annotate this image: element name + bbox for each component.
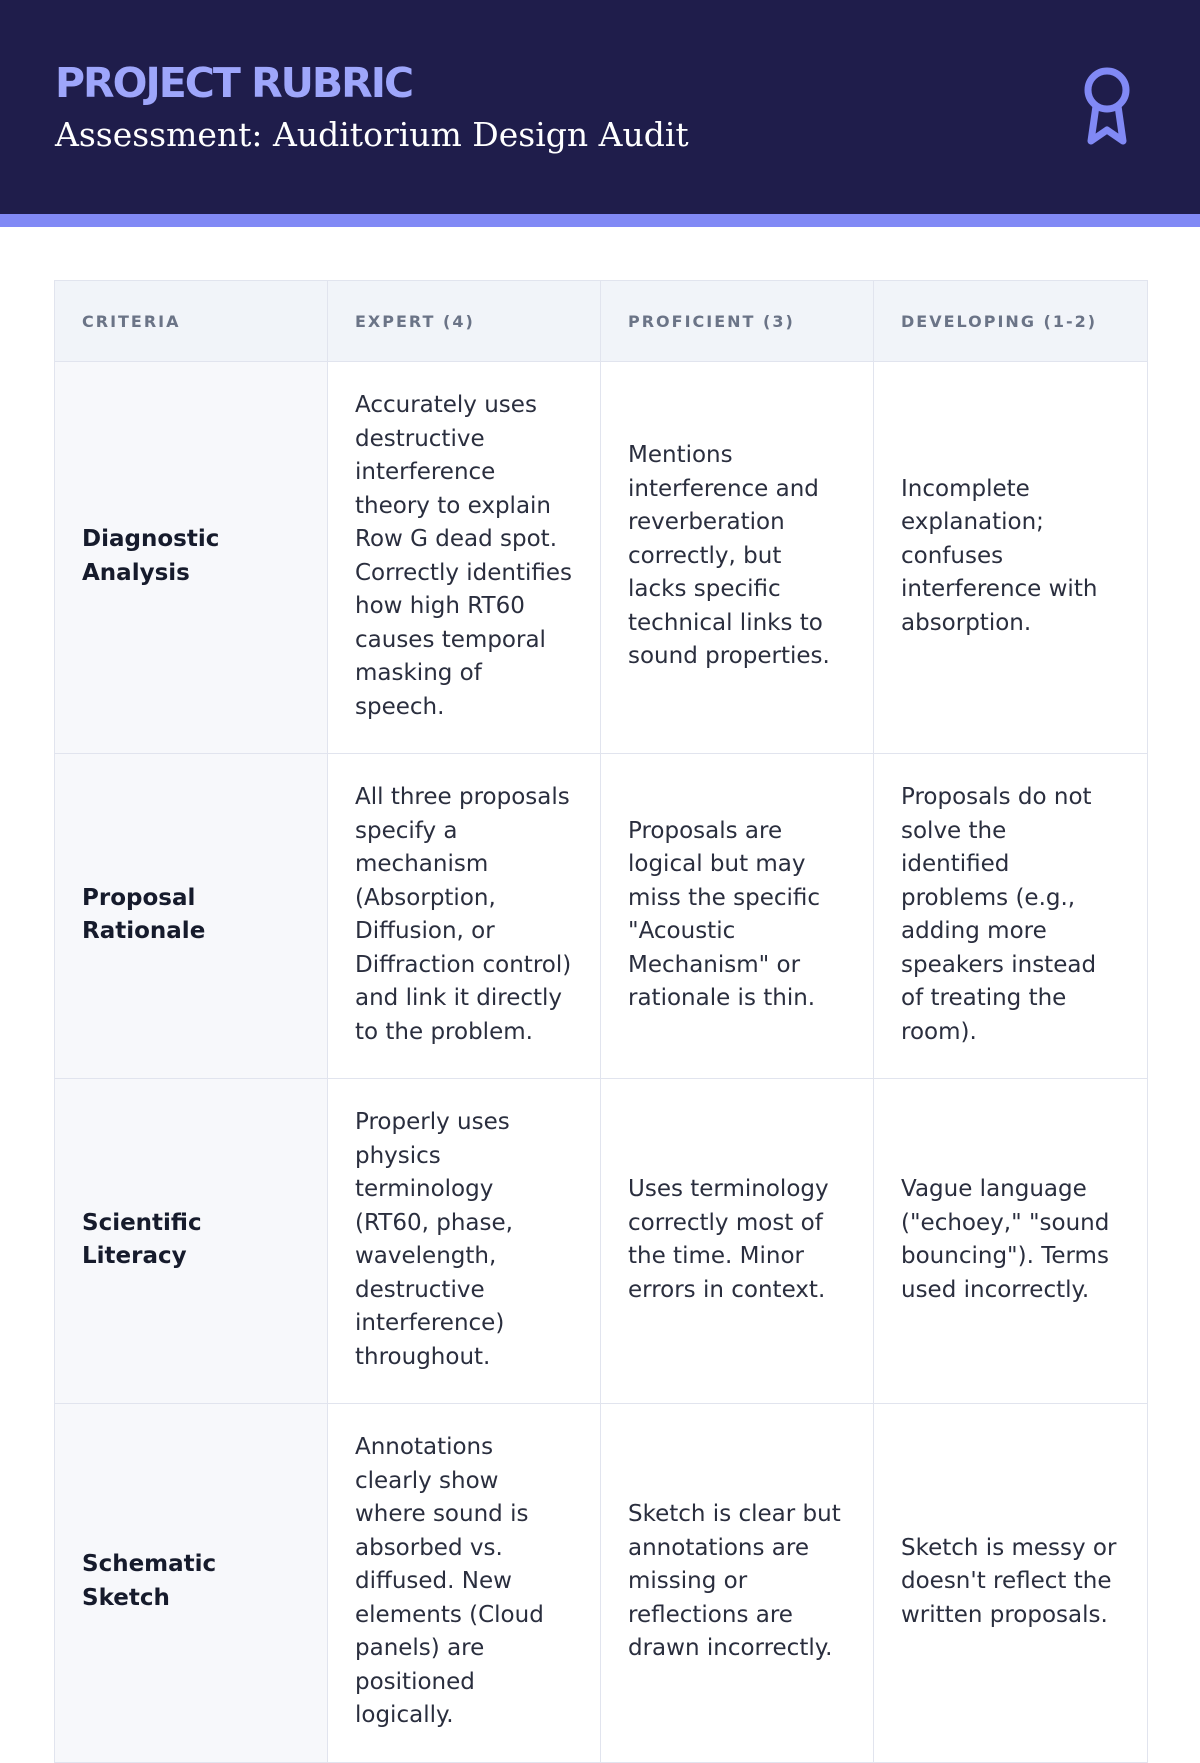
page-header xyxy=(0,0,1200,214)
rubric-table-container xyxy=(54,280,1147,1763)
developing-cell: Sketch is messy or doesn't reflect the written proposals. xyxy=(874,1404,1148,1763)
page-title: PROJECT RUBRIC xyxy=(55,59,413,107)
header-accent-bar xyxy=(0,214,1200,227)
proficient-cell: Uses terminology correctly most of the time. Minor errors in context. xyxy=(601,1079,874,1404)
table-header-row xyxy=(55,281,1148,362)
proficient-cell: Mentions interference and reverberation correctly, but lacks specific technical links to sound properties. xyxy=(601,362,874,754)
criteria-cell: Proposal Rationale xyxy=(55,754,328,1079)
expert-cell: Accurately uses destructive interference theory to explain Row G dead spot. Correctly identifies how high RT60 causes temporal masking of speech. xyxy=(328,362,601,754)
expert-cell: Annotations clearly show where sound is absorbed vs. diffused. New elements (Cloud panels) are positioned logically. xyxy=(328,1404,601,1763)
expert-cell: Properly uses physics terminology (RT60, phase, wavelength, destructive interference) throughout. xyxy=(328,1079,601,1404)
developing-cell: Proposals do not solve the identified problems (e.g., adding more speakers instead of treating the room). xyxy=(874,754,1148,1079)
criteria-cell: Diagnostic Analysis xyxy=(55,362,328,754)
award-ribbon-icon xyxy=(1080,66,1134,150)
expert-cell: All three proposals specify a mechanism (Absorption, Diffusion, or Diffraction control) and link it directly to the problem. xyxy=(328,754,601,1079)
column-header-expert: EXPERT (4) xyxy=(328,281,601,362)
criteria-cell: Schematic Sketch xyxy=(55,1404,328,1763)
proficient-cell: Proposals are logical but may miss the specific "Acoustic Mechanism" or rationale is thin. xyxy=(601,754,874,1079)
developing-cell: Vague language ("echoey," "sound bouncing"). Terms used incorrectly. xyxy=(874,1079,1148,1404)
table-row xyxy=(55,754,1148,1079)
table-row xyxy=(55,362,1148,754)
rubric-table xyxy=(54,280,1148,1763)
column-header-proficient: PROFICIENT (3) xyxy=(601,281,874,362)
developing-cell: Incomplete explanation; confuses interference with absorption. xyxy=(874,362,1148,754)
table-row xyxy=(55,1079,1148,1404)
column-header-criteria: CRITERIA xyxy=(55,281,328,362)
assessment-subtitle: Assessment: Auditorium Design Audit xyxy=(55,115,689,154)
column-header-developing: DEVELOPING (1-2) xyxy=(874,281,1148,362)
proficient-cell: Sketch is clear but annotations are missing or reflections are drawn incorrectly. xyxy=(601,1404,874,1763)
criteria-cell: Scientific Literacy xyxy=(55,1079,328,1404)
table-row xyxy=(55,1404,1148,1763)
